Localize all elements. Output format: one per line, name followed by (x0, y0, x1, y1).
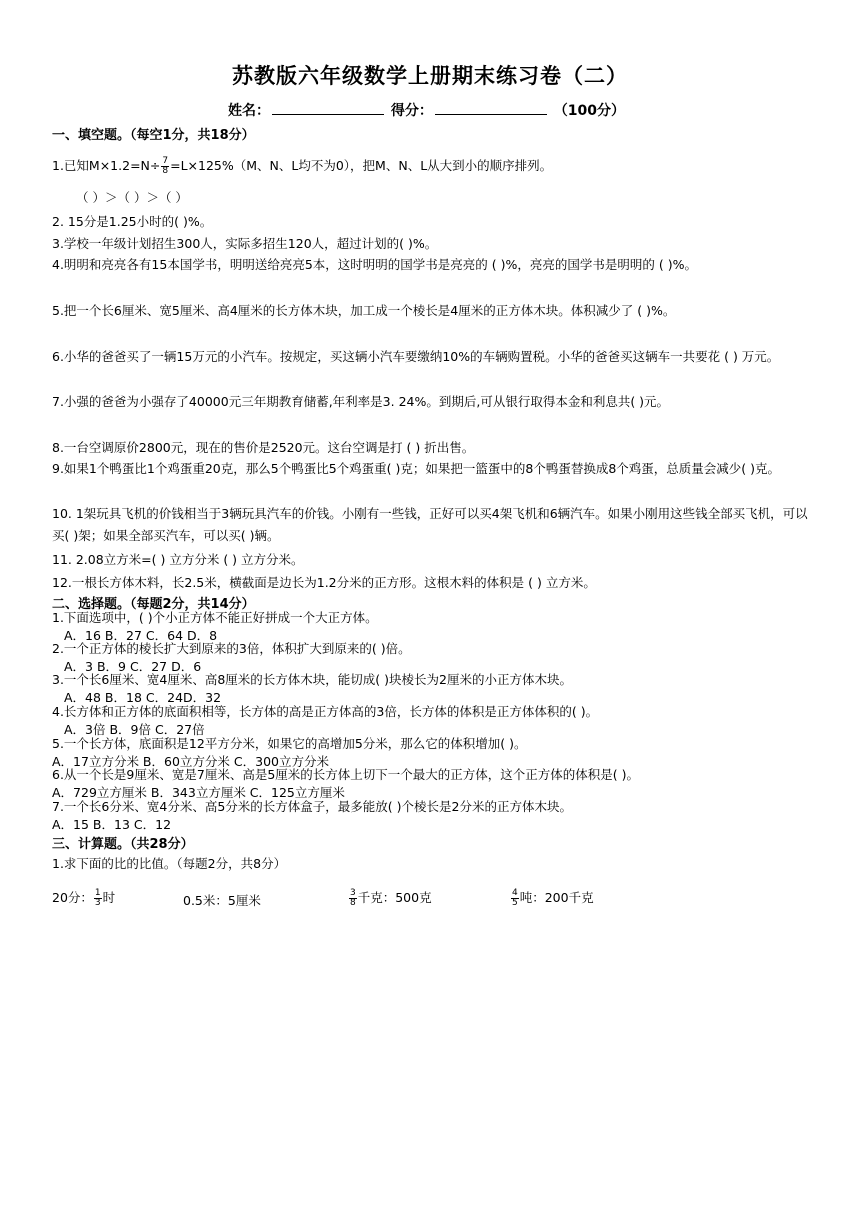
q1-frac-den: 8 (162, 166, 169, 176)
ratio-4-post: 吨：200千克 (519, 890, 594, 905)
question-2-1: 1.下面选项中，( )个小正方体不能正好拼成一个大正方体。 (52, 610, 378, 625)
question-2-5: 5.一个长方体，底面积是12平方分米，如果它的高增加5分米，那么它的体积增加( )。 (52, 736, 527, 751)
section-3-heading: 三、计算题。（共28分） (52, 837, 194, 852)
ratio-4-num: 4 (512, 888, 518, 898)
question-1-12: 12.一根长方体木料，长2.5米，横截面是边长为1.2分米的正方形。这根木料的体积是 ( ) 立方米。 (52, 575, 596, 590)
question-2-7-options: A．15 B．13 C．12 (52, 817, 172, 832)
q1-fraction (161, 157, 169, 176)
ratio-1-post: 时 (102, 890, 116, 905)
question-2-3-options: A．48 B．18 C．24D．32 (64, 690, 222, 705)
total-score: （100分） (553, 103, 625, 119)
question-1-3: 3.学校一年级计划招生300人，实际多招生120人，超过计划的( )%。 (52, 236, 438, 251)
q1-frac-num: 7 (162, 156, 169, 166)
ratio-1-fraction (94, 889, 102, 908)
question-2-4-options: A．3倍 B．9倍 C．27倍 (64, 722, 205, 737)
question-1-9: 9.如果1个鸭蛋比1个鸡蛋重20克，那么5个鸭蛋比5个鸡蛋重( )克；如果把一篮蛋中的8个鸭蛋替换成8个鸡蛋，总质量会减少( )克。 (52, 461, 781, 476)
ratio-3-num: 3 (350, 888, 356, 898)
section-2-heading: 二、选择题。（每题2分，共14分） (52, 597, 255, 612)
page-title: 苏教版六年级数学上册期末练习卷（二） (232, 64, 628, 88)
question-1-11: 11. 2.08立方米=( ) 立方分米 ( ) 立方分米。 (52, 552, 304, 567)
ratio-1-pre: 20分： (52, 890, 93, 905)
ratio-1-num: 1 (94, 888, 101, 898)
ratio-4-fraction (511, 889, 519, 908)
question-2-1-options: A．16 B．27 C．64 D．8 (64, 628, 218, 643)
question-2-6: 6.从一个长是9厘米、宽是7厘米、高是5厘米的长方体上切下一个最大的正方体，这个正方体的体积是( )。 (52, 767, 640, 782)
question-2-2: 2.一个正方体的棱长扩大到原来的3倍，体积扩大到原来的( )倍。 (52, 641, 411, 656)
question-2-4: 4.长方体和正方体的底面积相等，长方体的高是正方体高的3倍，长方体的体积是正方体体积的( )。 (52, 704, 599, 719)
question-3-1: 1.求下面的比的比值。（每题2分，共8分） (52, 856, 287, 871)
ratio-item-3 (348, 888, 432, 908)
question-1-6: 6.小华的爸爸买了一辆15万元的小汽车。按规定，买这辆小汽车要缴纳10%的车辆购置税。小华的爸爸买这辆车一共要花 ( ) 万元。 (52, 349, 780, 364)
question-1-1-answer: （ ）＞（ ）＞（ ） (76, 190, 188, 205)
q1-text-post: =L×125%（M、N、L均不为0），把M、N、L从大到小的顺序排列。 (170, 158, 553, 173)
ratio-1-den: 3 (94, 898, 101, 908)
question-2-6-options: A．729立方厘米 B．343立方厘米 C．125立方厘米 (52, 785, 345, 800)
name-label: 姓名： (228, 103, 270, 119)
question-1-5: 5.把一个长6厘米、宽5厘米、高4厘米的长方体木块，加工成一个棱长是4厘米的正方体木块。体积减少了 ( )%。 (52, 303, 676, 318)
ratio-4-den: 5 (512, 898, 518, 908)
question-1-7: 7.小强的爸爸为小强存了40000元三年期教育储蓄,年利率是3. 24%。到期后,可从银行取得本金和利息共( )元。 (52, 394, 670, 409)
score-label: 得分： (390, 103, 433, 119)
question-2-3: 3.一个长6厘米、宽4厘米、高8厘米的长方体木块，能切成( )块棱长为2厘米的小正方体木块。 (52, 672, 572, 687)
question-1-2: 2. 15分是1.25小时的( )%。 (52, 214, 213, 229)
ratio-item-1 (52, 888, 115, 908)
question-1-4: 4.明明和亮亮各有15本国学书，明明送给亮亮5本，这时明明的国学书是亮亮的 ( )%，亮亮的国学书是明明的 ( )%。 (52, 257, 697, 272)
score-blank[interactable] (435, 100, 547, 115)
question-2-7: 7.一个长6分米、宽4分米、高5分米的长方体盒子，最多能放( )个棱长是2分米的正方体木块。 (52, 799, 572, 814)
question-2-2-options: A．3 B．9 C．27 D．6 (64, 659, 202, 674)
ratio-3-fraction (349, 889, 357, 908)
ratio-item-2: 0.5米：5厘米 (183, 893, 261, 908)
name-score-line (228, 100, 625, 120)
question-1-10: 10. 1架玩具飞机的价钱相当于3辆玩具汽车的价钱。小刚有一些钱，正好可以买4架飞机和6辆汽车。如果小刚用这些钱全部买飞机，可以买( )架；如果全部买汽车，可以买( )辆。 (52, 506, 808, 543)
ratio-3-den: 8 (350, 898, 356, 908)
q1-text-pre: 1.已知M×1.2=N÷ (52, 158, 161, 173)
name-blank[interactable] (272, 100, 384, 115)
question-2-5-options: A．17立方分米 B．60立方分米 C．300立方分米 (52, 754, 329, 769)
question-1-1 (52, 157, 552, 176)
section-1-heading: 一、填空题。（每空1分，共18分） (52, 128, 255, 143)
question-1-8: 8.一台空调原价2800元，现在的售价是2520元。这台空调是打 ( ) 折出售。 (52, 440, 475, 455)
ratio-item-4 (510, 888, 594, 908)
ratio-3-post: 千克：500克 (357, 890, 432, 905)
